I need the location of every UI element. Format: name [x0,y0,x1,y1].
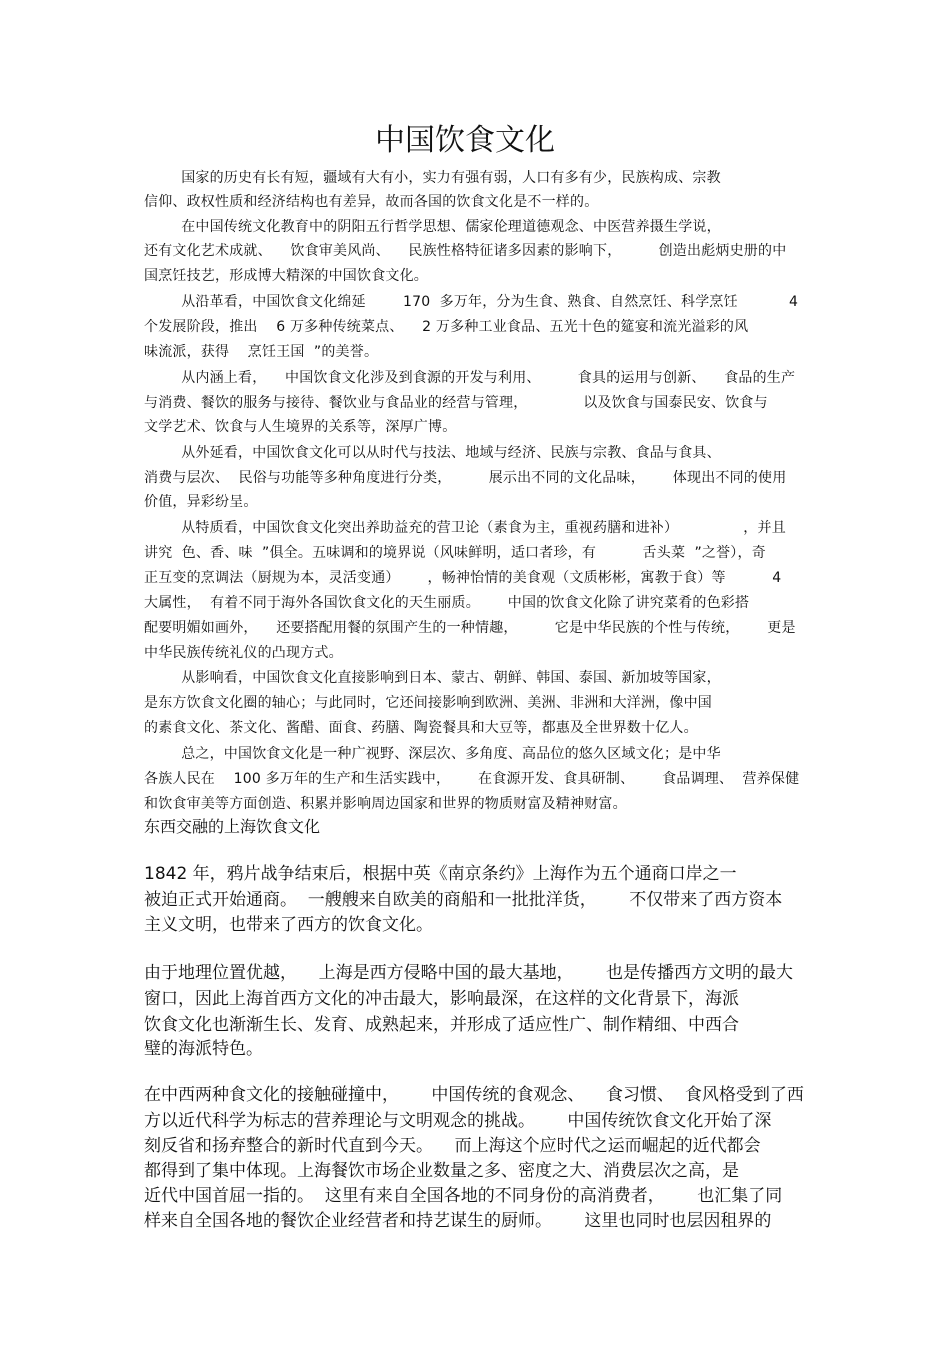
paragraph-line: 主义文明，也带来了西方的饮食文化。 [144,915,433,935]
paragraph-line: 被迫正式开始通商。 一艘艘来自欧美的商船和一批批洋货， 不仅带来了西方资本 [144,890,783,910]
paragraph-line: 由于地理位置优越， 上海是西方侵略中国的最大基地， 也是传播西方文明的最大 [144,963,794,983]
paragraph-line: 与消费、餐饮的服务与接待、餐饮业与食品业的经营与管理， 以及饮食与国泰民安、饮食与 [144,395,768,411]
paragraph-line: 国烹饪技艺，形成博大精深的中国饮食文化。 [144,268,428,284]
paragraph-line: 各族人民在 100 多万年的生产和生活实践中， 在食源开发、食具研制、 食品调理、 营养保健 [144,771,800,787]
paragraph-line: 是东方饮食文化圈的轴心；与此同时，它还间接影响到欧洲、美洲、非洲和大洋洲，像中国 [144,695,712,711]
paragraph-line: 消费与层次、 民俗与功能等多种角度进行分类， 展示出不同的文化品味， 体现出不同的使用 [144,470,787,486]
section-heading: 东西交融的上海饮食文化 [144,817,321,836]
paragraph-line: 国家的历史有长有短，疆域有大有小，实力有强有弱，人口有多有少，民族构成、宗教 [144,170,721,186]
paragraph-line: 的素食文化、茶文化、酱醋、面食、药膳、陶瓷餐具和大豆等，都惠及全世界数十亿人。 [144,720,698,736]
paragraph-line: 璧的海派特色。 [144,1039,263,1059]
paragraph-line: 都得到了集中体现。上海餐饮市场企业数量之多、密度之大、消费层次之高，是 [144,1161,739,1181]
paragraph-line: 总之，中国饮食文化是一种广视野、深层次、多角度、高品位的悠久区域文化；是中华 [144,746,721,762]
paragraph-line: 个发展阶段，推出 6 万多种传统菜点、 2 万多种工业食品、五光十色的筵宴和流光溢彩的风 [144,319,749,335]
paragraph-line: 中华民族传统礼仪的凸现方式。 [144,645,343,661]
paragraph-line: 价值，异彩纷呈。 [144,494,258,510]
paragraph-line: 从特质看，中国饮食文化突出养助益充的营卫论（素食为主，重视药膳和进补） ，并且 [144,520,786,536]
paragraph-line: 1842 年，鸦片战争结束后，根据中英《南京条约》上海作为五个通商口岸之一 [144,864,737,884]
paragraph-line: 味流派，获得 烹饪王国 ”的美誉。 [144,344,379,360]
paragraph-line: 窗口，因此上海首西方文化的冲击最大，影响最深，在这样的文化背景下，海派 [144,989,739,1009]
document-title: 中国饮食文化 [375,123,555,158]
paragraph-line: 在中国传统文化教育中的阴阳五行哲学思想、儒家伦理道德观念、中医营养摄生学说， [144,219,721,235]
paragraph-line: 刻反省和扬弃整合的新时代直到今天。 而上海这个应时代之运而崛起的近代都会 [144,1136,761,1156]
paragraph-line: 文学艺术、饮食与人生境界的关系等，深厚广博。 [144,419,457,435]
paragraph-line: 从外延看，中国饮食文化可以从时代与技法、地域与经济、民族与宗教、食品与食具、 [144,445,721,461]
paragraph-line: 在中西两种食文化的接触碰撞中， 中国传统的食观念、 食习惯、 食风格受到了西 [144,1085,804,1105]
paragraph-line: 样来自全国各地的餐饮企业经营者和持艺谋生的厨师。 这里也同时也层因租界的 [144,1211,772,1231]
paragraph-line: 还有文化艺术成就、 饮食审美风尚、 民族性格特征诸多因素的影响下， 创造出彪炳史册的中 [144,243,787,259]
paragraph-line: 近代中国首屈一指的。 这里有来自全国各地的不同身份的高消费者， 也汇集了同 [144,1186,783,1206]
paragraph-line: 从内涵上看， 中国饮食文化涉及到食源的开发与利用、 食具的运用与创新、 食品的生产 [144,370,796,386]
paragraph-line: 讲究 色、香、味 ”俱全。五味调和的境界说（风味鲜明，适口者珍，有 舌头菜 ”之誉），奇 [144,545,766,561]
paragraph-line: 信仰、政权性质和经济结构也有差异，故而各国的饮食文化是不一样的。 [144,194,599,210]
paragraph-line: 大属性， 有着不同于海外各国饮食文化的天生丽质。 中国的饮食文化除了讲究菜肴的色彩搭 [144,595,750,611]
paragraph-line: 方以近代科学为标志的营养理论与文明观念的挑战。 中国传统饮食文化开始了深 [144,1111,772,1131]
paragraph-line: 配要明媚如画外， 还要搭配用餐的氛围产生的一种情趣， 它是中华民族的个性与传统， 更是 [144,620,796,636]
paragraph-line: 饮食文化也渐渐生长、发育、成熟起来，并形成了适应性广、制作精细、中西合 [144,1015,739,1035]
paragraph-line: 正互变的烹调法（厨规为本，灵活变通） ，畅神怡情的美食观（文质彬彬，寓教于食）等 4 [144,570,782,586]
paragraph-line: 从沿革看，中国饮食文化绵延 170 多万年，分为生食、熟食、自然烹饪、科学烹饪 4 [144,294,799,310]
paragraph-line: 和饮食审美等方面创造、积累并影响周边国家和世界的物质财富及精神财富。 [144,796,627,812]
paragraph-line: 从影响看，中国饮食文化直接影响到日本、蒙古、朝鲜、韩国、泰国、新加坡等国家， [144,670,721,686]
